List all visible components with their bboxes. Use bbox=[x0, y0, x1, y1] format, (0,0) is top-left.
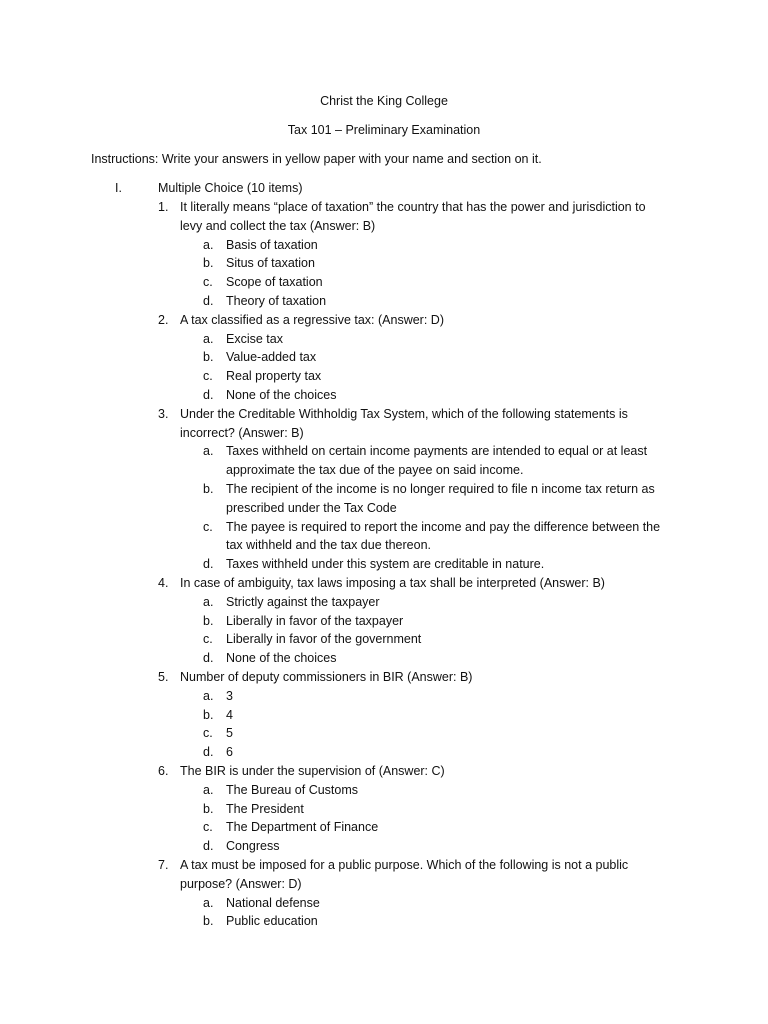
choice-text: None of the choices bbox=[226, 388, 337, 402]
choice-text: approximate the tax due of the payee on said income. bbox=[226, 463, 524, 478]
question-text: levy and collect the tax (Answer: B) bbox=[180, 218, 376, 233]
choice-text: 5 bbox=[226, 726, 233, 741]
choice-text: Taxes withheld on certain income payments are intended to equal or at least bbox=[226, 444, 648, 459]
choice-letter: a. bbox=[203, 331, 214, 346]
choice-text: The President bbox=[226, 801, 304, 816]
choice-letter: d. bbox=[203, 388, 214, 402]
choice-text: The Department of Finance bbox=[226, 820, 379, 835]
choice-letter: a. bbox=[203, 782, 214, 797]
question-text: In case of ambiguity, tax laws imposing a tax shall be interpreted (Answer: B) bbox=[180, 576, 605, 590]
choice-text: The recipient of the income is no longer required to file n income tax return as bbox=[226, 482, 655, 496]
choice-text: 6 bbox=[226, 745, 233, 760]
choice-letter: b. bbox=[203, 482, 214, 496]
choice-letter: a. bbox=[203, 688, 214, 703]
question-number: 3. bbox=[158, 406, 169, 421]
choice-letter: d. bbox=[203, 745, 214, 760]
question-number: 1. bbox=[158, 200, 169, 214]
choice-text: Strictly against the taxpayer bbox=[226, 594, 380, 609]
instructions: Instructions: Write your answers in yellow paper with your name and section on it. bbox=[91, 152, 542, 166]
question-number: 5. bbox=[158, 670, 169, 684]
question-text: Number of deputy commissioners in BIR (Answer: B) bbox=[180, 670, 473, 684]
question-text: A tax must be imposed for a public purpose. Which of the following is not a public bbox=[180, 858, 629, 872]
choice-text: The Bureau of Customs bbox=[226, 782, 359, 797]
choice-text: Taxes withheld under this system are creditable in nature. bbox=[226, 557, 545, 572]
choice-text: Public education bbox=[226, 914, 318, 929]
choice-letter: d. bbox=[203, 557, 214, 572]
choice-text: Congress bbox=[226, 839, 280, 854]
question-text: It literally means “place of taxation” the country that has the power and jurisdiction to bbox=[180, 200, 646, 214]
choice-letter: d. bbox=[203, 651, 214, 666]
question-text: purpose? (Answer: D) bbox=[180, 876, 302, 891]
question-text: The BIR is under the supervision of (Answer: C) bbox=[180, 764, 445, 778]
question-text: incorrect? (Answer: B) bbox=[180, 425, 304, 440]
choice-text: 3 bbox=[226, 688, 233, 703]
question-number: 4. bbox=[158, 576, 169, 590]
choice-letter: b. bbox=[203, 613, 214, 628]
choice-letter: b. bbox=[203, 350, 214, 365]
choice-letter: c. bbox=[203, 726, 213, 741]
choice-text: Basis of taxation bbox=[226, 237, 318, 252]
section-numeral: I. bbox=[115, 181, 122, 195]
question-text: A tax classified as a regressive tax: (Answer: D) bbox=[180, 312, 444, 327]
choice-text: Liberally in favor of the government bbox=[226, 632, 422, 647]
choice-text: Liberally in favor of the taxpayer bbox=[226, 613, 404, 628]
section-title: Multiple Choice (10 items) bbox=[158, 181, 303, 195]
choice-letter: b. bbox=[203, 256, 214, 271]
choice-text: prescribed under the Tax Code bbox=[226, 500, 397, 515]
choice-letter: b. bbox=[203, 914, 214, 929]
choice-letter: d. bbox=[203, 839, 214, 854]
choice-letter: b. bbox=[203, 801, 214, 816]
choice-text: Situs of taxation bbox=[226, 256, 315, 271]
choice-text: None of the choices bbox=[226, 651, 337, 666]
choice-text: Excise tax bbox=[226, 331, 283, 346]
question-number: 2. bbox=[158, 312, 169, 327]
school-name: Christ the King College bbox=[320, 94, 448, 108]
choice-text: Scope of taxation bbox=[226, 275, 323, 290]
exam-title: Tax 101 – Preliminary Examination bbox=[287, 123, 481, 137]
choice-text: Theory of taxation bbox=[226, 294, 327, 308]
choice-text: 4 bbox=[226, 707, 233, 722]
choice-letter: a. bbox=[203, 237, 214, 252]
choice-text: National defense bbox=[226, 895, 320, 910]
choice-letter: a. bbox=[203, 895, 214, 910]
choice-letter: c. bbox=[203, 369, 213, 384]
choice-text: tax withheld and the tax due thereon. bbox=[226, 538, 432, 553]
choice-letter: c. bbox=[203, 275, 213, 290]
question-number: 6. bbox=[158, 764, 169, 778]
question-text: Under the Creditable Withholdig Tax System, which of the following statements is bbox=[180, 406, 628, 421]
choice-letter: b. bbox=[203, 707, 214, 722]
choice-letter: c. bbox=[203, 632, 213, 647]
choice-letter: a. bbox=[203, 594, 214, 609]
choice-text: Value-added tax bbox=[226, 350, 317, 365]
choice-letter: d. bbox=[203, 294, 214, 308]
choice-text: The payee is required to report the income and pay the difference between the bbox=[226, 519, 661, 534]
question-number: 7. bbox=[158, 858, 169, 872]
choice-letter: a. bbox=[203, 444, 214, 459]
choice-letter: c. bbox=[203, 519, 213, 534]
choice-text: Real property tax bbox=[226, 369, 322, 384]
choice-letter: c. bbox=[203, 820, 213, 835]
